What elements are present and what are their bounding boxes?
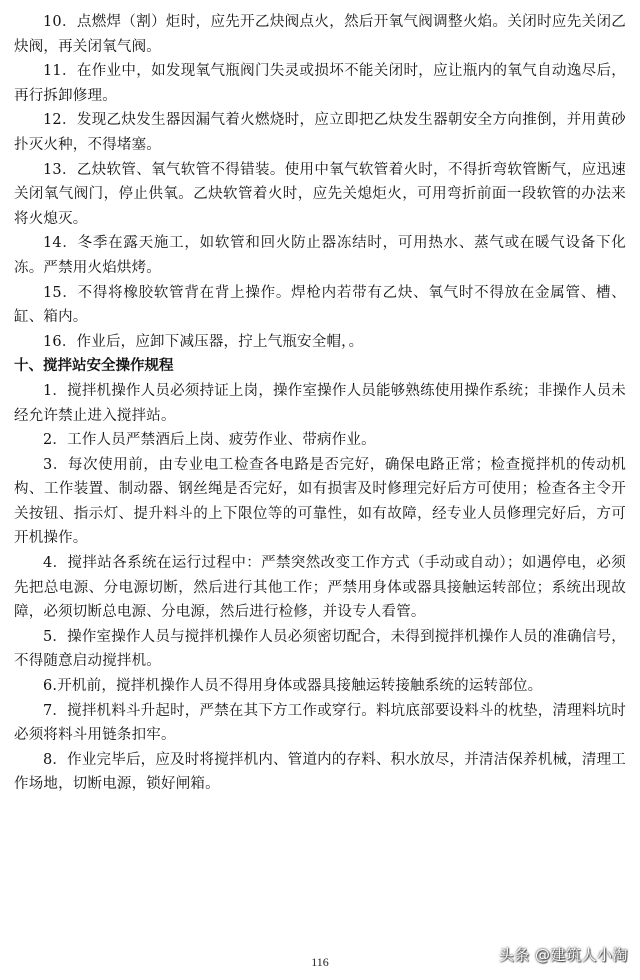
rule-5: 5．操作室操作人员与搅拌机操作人员必须密切配合，未得到搅拌机操作人员的准确信号，不得随意启动搅拌机。 xyxy=(14,628,626,670)
paragraph-15: 15．不得将橡胶软管背在背上操作。焊枪内若带有乙炔、氧气时不得放在金属管、槽、缸、箱内。 xyxy=(14,284,626,326)
paragraph-13: 13．乙炔软管、氧气软管不得错装。使用中氧气软管着火时，不得折弯软管断气，应迅速关闭氧气阀门，停止供氧。乙炔软管着火时，应先关熄炬火，可用弯折前面一段软管的办法来将火熄灭。 xyxy=(14,161,626,227)
paragraph-11: 11．在作业中，如发现氧气瓶阀门失灵或损坏不能关闭时，应让瓶内的氧气自动逸尽后，再行拆卸修理。 xyxy=(14,63,626,104)
paragraph-10: 10．点燃焊（割）炬时，应先开乙炔阀点火，然后开氧气阀调整火焰。关闭时应先关闭乙炔阀，再关闭氧气阀。 xyxy=(14,14,626,55)
rule-7: 7．搅拌机料斗升起时，严禁在其下方工作或穿行。料坑底部要设料斗的枕垫，清理料坑时必须将料斗用链条扣牢。 xyxy=(14,702,626,744)
document-body xyxy=(14,10,626,797)
rule-2: 2．工作人员严禁酒后上岗、疲劳作业、带病作业。 xyxy=(43,432,376,449)
paragraph-14: 14．冬季在露天施工，如软管和回火防止器冻结时，可用热水、蒸气或在暖气设备下化冻。严禁用火焰烘烤。 xyxy=(14,235,626,276)
rule-3: 3．每次使用前，由专业电工检查各电路是否完好，确保电路正常；检查搅拌机的传动机构、工作装置、制动器、钢丝绳是否完好，如有损害及时修理完好后方可使用；检查各主令开关按钮、指示灯、提升料斗的上下限位等的可靠性，如有故障，经专业人员修理完好后，方可开机操作。 xyxy=(14,456,626,547)
rule-8: 8．作业完毕后，应及时将搅拌机内、管道内的存料、积水放尽，并清洁保养机械，清理工作场地，切断电源，锁好闸箱。 xyxy=(14,751,626,793)
rule-4: 4．搅拌站各系统在运行过程中：严禁突然改变工作方式（手动或自动）；如遇停电，必须先把总电源、分电源切断，然后进行其他工作；严禁用身体或器具接触运转部位；系统出现故障，必须切断总电源、分电源，然后进行检修，并设专人看管。 xyxy=(14,555,626,621)
watermark: 头条 @建筑人小淘 xyxy=(498,946,628,964)
paragraph-12: 12．发现乙炔发生器因漏气着火燃烧时，应立即把乙炔发生器朝安全方向推倒，并用黄砂扑灭火种，不得堵塞。 xyxy=(14,112,626,153)
paragraph-16: 16．作业后，应卸下减压器，拧上气瓶安全帽，。 xyxy=(43,333,364,350)
page-number: 116 xyxy=(311,955,329,969)
rule-6: 6.开机前，搅拌机操作人员不得用身体或器具接触运转接触系统的运转部位。 xyxy=(43,678,543,695)
section-heading: 十、搅拌站安全操作规程 xyxy=(14,358,174,375)
rule-1: 1．搅拌机操作人员必须持证上岗，操作室操作人员能够熟练使用操作系统；非操作人员未经允许禁止进入搅拌站。 xyxy=(14,382,626,424)
